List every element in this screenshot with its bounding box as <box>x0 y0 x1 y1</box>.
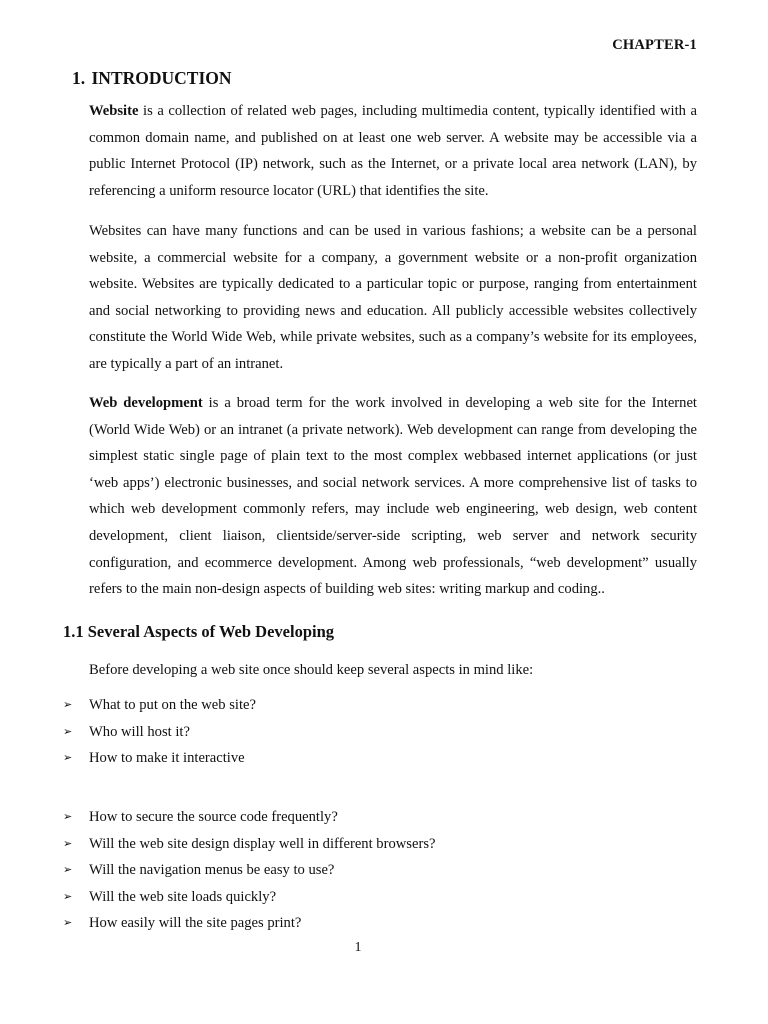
paragraph-website-functions: Websites can have many functions and can be used in various fashions; a website can be a personal website, a commercial website for a company, a government website or a non-profit organization website. Websites are typically dedicated to a particular topic or purpose, ranging from entertainment and social networking to providing news and education. All publicly accessible websites collectively constitute the World Wide Web, while private websites, such as a company’s website for its employees, are typically a part of an intranet. <box>89 223 697 372</box>
chapter-label: CHAPTER-1 <box>612 37 697 53</box>
list-item-text: Who will host it? <box>89 723 190 740</box>
list-item <box>63 884 435 911</box>
arrowhead-bullet-icon: ➢ <box>63 916 73 930</box>
list-item <box>63 745 256 772</box>
arrowhead-bullet-icon: ➢ <box>63 889 73 903</box>
paragraph-text: is a broad term for the work involved in developing a web site for the Internet (World Wide Web) or an intranet (a private network). Web development can range from developing the simplest static single page of plain text to the most complex webbased internet applications (or just ‘web apps’) electronic businesses, and social network services. A more comprehensive list of tasks to which web development commonly refers, may include web engineering, web design, web content development, client liaison, clientside/server-side scripting, web server and network security configuration, and ecommerce development. Among web professionals, “web development” usually refers to the main non-design aspects of building web sites: writing markup and coding.. <box>89 395 697 598</box>
arrowhead-bullet-icon: ➢ <box>63 751 73 765</box>
list-item-text: How to make it interactive <box>89 750 245 767</box>
section-number: 1. <box>72 68 86 88</box>
list-item-text: Will the web site loads quickly? <box>89 888 277 905</box>
list-item-text: How easily will the site pages print? <box>89 915 302 932</box>
arrowhead-bullet-icon: ➢ <box>63 863 73 877</box>
list-item-text: How to secure the source code frequently? <box>89 809 338 825</box>
arrowhead-bullet-icon: ➢ <box>63 810 73 823</box>
list-item <box>63 719 256 746</box>
list-item <box>63 804 435 831</box>
list-item-text: What to put on the web site? <box>89 697 256 713</box>
list-item <box>63 692 256 719</box>
aspects-list-2 <box>63 804 435 937</box>
term-web-development: Web development <box>89 395 203 411</box>
list-item <box>63 857 435 884</box>
subsection-intro: Before developing a web site once should keep several aspects in mind like: <box>89 662 534 678</box>
arrowhead-bullet-icon: ➢ <box>63 836 73 850</box>
paragraph-text: is a collection of related web pages, including multimedia content, typically identified with a common domain name, and published on at least one web server. A website may be accessible via a public Internet Protocol (IP) network, such as the Internet, or a private local area network (LAN), by referencing a uniform resource locator (URL) that identifies the site. <box>89 103 697 199</box>
list-item <box>63 831 435 858</box>
aspects-list-1 <box>63 692 256 772</box>
term-website: Website <box>89 103 139 119</box>
paragraph-web-development <box>89 390 697 603</box>
arrowhead-bullet-icon: ➢ <box>63 724 73 738</box>
subsection-heading: 1.1 Several Aspects of Web Developing <box>63 622 335 641</box>
list-item-text: Will the web site design display well in different browsers? <box>89 835 436 852</box>
paragraph-website-definition <box>89 98 697 204</box>
page-number: 1 <box>354 940 362 955</box>
list-item <box>63 910 435 937</box>
section-title: INTRODUCTION <box>91 68 232 88</box>
arrowhead-bullet-icon: ➢ <box>63 698 73 711</box>
section-heading-introduction <box>72 68 232 89</box>
list-item-text: Will the navigation menus be easy to use? <box>89 862 335 879</box>
